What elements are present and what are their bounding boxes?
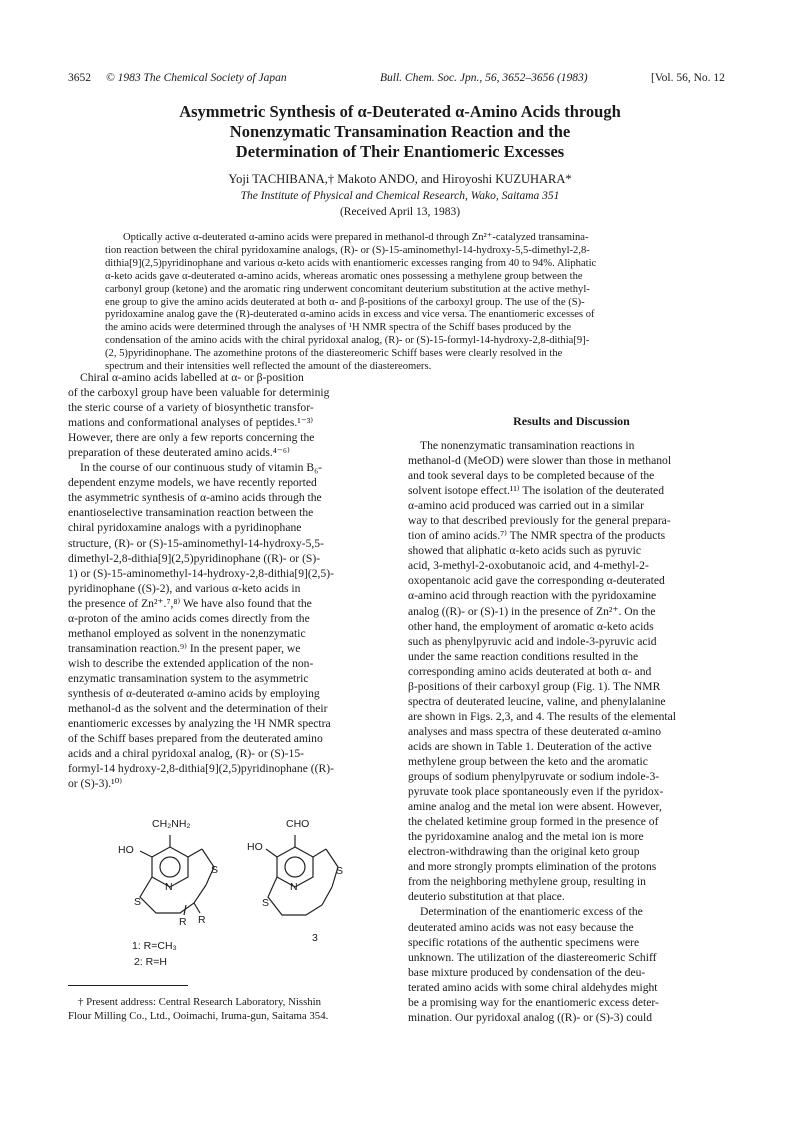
body-line: synthesis of α-deuterated α-amino acids by employing [68,686,320,700]
page-number: 3652 [68,72,91,84]
abstract-line: (2, 5)pyridinophane. The azomethine protons of the diastereomeric Schiff bases were clearly resolved in the [105,348,563,360]
body-line: and more strongly prompts elimination of the protons [408,860,657,874]
body-line: terated amino acids with some chiral aldehydes might [408,980,658,994]
body-line: enantiomeric excesses by analyzing the ¹H NMR spectra [68,717,331,731]
author-list: Yoji TACHIBANA,† Makoto ANDO, and Hiroyoshi KUZUHARA* [228,172,572,186]
article-title [60,102,740,162]
title-line: Nonenzymatic Transamination Reaction and the [229,122,571,141]
abstract-line: pyridoxamine analog gave the (R)-deuterated α-amino acids in excess and vice versa. The enantiomeric excesses of [105,309,595,321]
body-line: groups of sodium phenylpyruvate or sodium indole-3- [408,770,660,784]
compound-3-label: 3 [312,932,318,944]
copyright-line: © 1983 The Chemical Society of Japan [106,72,287,84]
body-line: deuterated amino acids was not easy because the [408,920,634,934]
sulfur-label-right-lower: S [262,897,270,909]
sulfur-label-left-upper: S [211,864,219,876]
body-line: transamination reaction.⁹⁾ In the present paper, we [68,641,301,655]
body-line: β-positions of their carboxyl group (Fig. 1). The NMR [408,679,661,693]
body-line: corresponding amino acids deuterated at both α- and [408,664,652,678]
body-line: amine analog and the metal ion were absent. However, [408,800,662,814]
right-column-text [408,438,735,1025]
sulfur-label-right-upper: S [336,865,344,877]
abstract-line: α-keto acids gave α-deuterated α-amino acids, whereas aromatic ones possessing a methylene group between the [105,270,583,282]
body-line: α-amino acid produced was carried out in a similar [408,499,644,513]
footnote [68,995,394,1023]
body-line: the chelated ketimine group formed in the presence of [408,815,659,829]
chemical-structures [110,815,370,970]
body-line: analog ((R)- or (S)-1) in the presence of Zn²⁺. On the [408,604,656,618]
body-line: methanol-d (MeOD) were slower than those in methanol [408,454,672,468]
body-line: spectra of deuterated leucine, valine, and phenylalanine [408,694,666,708]
title-line: Determination of Their Enantiomeric Excesses [235,142,565,161]
body-line: the pyridoxamine analog and the metal ion is more [408,830,644,844]
body-line: In the course of our continuous study of vitamin B₆- [80,461,322,475]
body-line: wish to describe the extended application of the non- [68,656,314,670]
journal-citation: Bull. Chem. Soc. Jpn., 56, 3652–3656 (1983) [380,72,588,84]
body-line: dependent enzyme models, we have recently reported [68,476,317,490]
aminomethyl-label: CH₂NH₂ [152,818,191,830]
body-line: be a promising way for the enantiomeric excess deter- [408,995,659,1009]
body-line: are shown in Figs. 2,3, and 4. The results of the elemental [408,709,676,723]
section-heading: Results and Discussion [513,414,630,428]
abstract-line: Optically active α-deuterated α-amino acids were prepared in methanol-d through Zn²⁺-catalyzed transamina- [123,232,589,243]
aromatic-circle-right [285,857,305,877]
body-line: Chiral α-amino acids labelled at α- or β-position [80,371,304,384]
abstract-line: dithia[9](2,5)pyridinophane and various α-keto acids with enantiomeric excesses ranging from 40 to 94%. Aliphatic [105,257,597,269]
r-group-label: R [179,916,187,928]
abstract-line: ene group to give the amino acids deuterated at both α- and β-positions of the carboxyl group. The use of the (S)- [105,296,585,308]
body-line: methanol-d as the solvent and the determination of their [68,702,328,716]
body-line: However, there are only a few reports concerning the [68,431,315,445]
body-line: other hand, the employment of aromatic α-keto acids [408,619,654,633]
volume-issue: [Vol. 56, No. 12 [651,72,725,84]
nitrogen-label-left: N [165,881,173,893]
r-group-label: R [198,914,206,926]
body-line: unknown. The utilization of the diastereomeric Schiff [408,950,657,964]
body-line: enantioselective transamination reaction between the [68,506,314,520]
nitrogen-label-right: N [290,881,298,893]
body-line: oxopentanoic acid gave the corresponding α-deuterated [408,574,665,588]
body-line: dimethyl-2,8-dithia[9](2,5)pyridinophane ((R)- or (S)- [68,551,321,565]
body-line: electron-withdrawing than the original keto group [408,845,640,859]
formyl-label: CHO [286,818,310,830]
received-date: (Received April 13, 1983) [339,206,461,218]
body-line: specific rotations of the authentic specimens were [408,935,640,949]
sulfur-label-left-lower: S [134,896,142,908]
title-line: Asymmetric Synthesis of α-Deuterated α-Amino Acids through [179,102,621,121]
body-line: enzymatic transamination system to the asymmetric [68,671,309,685]
abstract-line: tion reaction between the chiral pyridoxamine analogs, (R)- or (S)-15-aminomethyl-14-hydroxy-5,5-dimethyl-2,8- [105,244,590,256]
body-line: pyridinophane ((S)-2), and various α-keto acids in [68,581,301,595]
body-line: formyl-14 hydroxy-2,8-dithia[9](2,5)pyridinophane ((R)- [68,762,334,776]
hydroxy-label-left: HO [118,844,134,856]
body-line: tion of amino acids.⁷⁾ The NMR spectra of the products [408,529,666,543]
body-line: methylene group between the keto and the aromatic [408,754,648,768]
body-line: base mixture produced by condensation of the deu- [408,965,646,979]
body-line: 1) or (S)-15-aminomethyl-14-hydroxy-2,8-dithia[9](2,5)- [68,566,334,580]
running-header [68,72,733,88]
abstract [105,232,697,374]
body-line: showed that aliphatic α-keto acids such as pyruvic [408,544,642,558]
body-line: α-proton of the amino acids comes directly from the [68,611,310,625]
footnote-rule [68,985,188,986]
body-line: acids and a chiral pyridoxal analog, (R)- or (S)-15- [68,747,304,761]
body-line: acids are shown in Table 1. Deuteration of the active [408,739,652,753]
body-line: chiral pyridoxamine analogs with a pyridinophane [68,521,302,535]
left-column-text [68,370,394,791]
abstract-line: carbonyl group (ketone) and the aromatic ring underwent concomitant deuterium substitution at the active methyl- [105,283,590,295]
abstract-line: the amino acids were determined through the analyses of ¹H NMR spectra of the Schiff bases produced by the [105,322,572,334]
body-line: deuterio substitution at that place. [408,890,565,904]
body-line: and took several days to be completed because of the [408,469,655,483]
body-line: from the neighboring methylene group, resulting in [408,875,646,889]
body-line: analyses and mass spectra of these deuterated α-amino [408,724,661,738]
body-line: mations and conformational analyses of peptides.¹⁻³⁾ [68,416,314,430]
body-line: methanol employed as solvent in the nonenzymatic [68,626,306,640]
body-line: solvent isotope effect.¹¹⁾ The isolation of the deuterated [408,484,664,498]
abstract-line: condensation of the amino acids with the chiral pyridoxal analog, (R)- or (S)-15-formyl-14-hydroxy-2,8-dithia[9]- [105,335,590,347]
body-line: The nonenzymatic transamination reactions in [420,439,635,452]
abstract-line: spectrum and their intensities well reflected the amount of the diastereomers. [105,361,432,373]
institution: The Institute of Physical and Chemical Research, Wako, Saitama 351 [240,190,560,202]
hydroxy-label-right: HO [247,841,263,853]
body-line: acid, 3-methyl-2-oxobutanoic acid, and 4-methyl-2- [408,559,649,573]
body-line: α-amino acid through reaction with the pyridoxamine [408,589,657,603]
body-line: Determination of the enantiomeric excess of the [420,905,643,919]
body-line: way to that described previously for the general prepara- [408,514,671,528]
body-line: structure, (R)- or (S)-15-aminomethyl-14-hydroxy-5,5- [68,536,324,550]
body-line: of the carboxyl group have been valuable for determinig [68,386,330,400]
compound-1-legend: 1: R=CH₃ [132,940,177,952]
body-line: the asymmetric synthesis of α-amino acids through the [68,491,322,505]
body-line: of the Schiff bases prepared from the deuterated amino [68,732,323,746]
body-line: mination. Our pyridoxal analog ((R)- or (S)-3) could [408,1010,653,1024]
body-line: the steric course of a variety of biosynthetic transfor- [68,401,314,415]
body-line: or (S)-3).¹⁰⁾ [68,777,123,791]
footnote-line: † Present address: Central Research Laboratory, Nisshin [78,996,322,1008]
body-line: pyruvate took place spontaneously even if the pyridox- [408,785,664,799]
body-line: the presence of Zn²⁺.⁷,⁸⁾ We have also found that the [68,596,312,610]
body-line: under the same reaction conditions resulted in the [408,649,639,663]
aromatic-circle-left [160,857,180,877]
footnote-line: Flour Milling Co., Ltd., Ooimachi, Iruma-gun, Saitama 354. [68,1010,329,1022]
compound-2-legend: 2: R=H [134,956,167,968]
body-line: preparation of these deuterated amino acids.⁴⁻⁶⁾ [68,446,290,460]
body-line: such as phenylpyruvic acid and indole-3-pyruvic acid [408,634,657,648]
